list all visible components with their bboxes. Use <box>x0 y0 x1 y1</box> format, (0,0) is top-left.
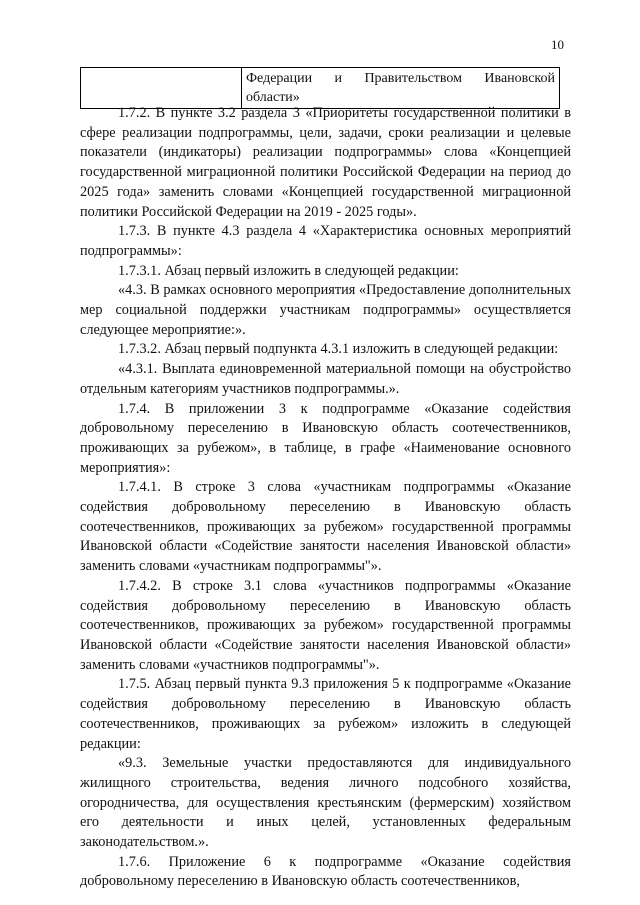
paragraph-1-7-2: 1.7.2. В пункте 3.2 раздела 3 «Приоритеты государственной политики в сфере реализации подпрограммы, цели, задачи, сроки реализации и целевые показатели (индикаторы) реализации подпрограммы» слова «Концепцией государственной миграционной политики Российской Федерации на период до 2025 года» заменить словами «Концепцией государственной миграционной политики Российской Федерации на 2019 - 2025 годы». <box>80 105 571 220</box>
continued-table <box>80 67 560 109</box>
paragraph-quote-4-3-1: «4.3.1. Выплата единовременной материальной помощи на обустройство отдельным категориям участников подпрограммы.». <box>80 361 571 397</box>
paragraph-1-7-3: 1.7.3. В пункте 4.3 раздела 4 «Характеристика основных мероприятий подпрограммы»: <box>80 223 571 259</box>
paragraph-1-7-6: 1.7.6. Приложение 6 к подпрограмме «Оказание содействия добровольному переселению в Ивановскую область соотечественников, <box>80 853 571 890</box>
paragraph-1-7-5: 1.7.5. Абзац первый пункта 9.3 приложения 5 к подпрограмме «Оказание содействия добровольному переселению в Ивановскую область соотечественников, проживающих за рубежом» изложить в следующей редакции: <box>80 676 571 752</box>
paragraph-1-7-4: 1.7.4. В приложении 3 к подпрограмме «Оказание содействия добровольному переселению в Ивановскую область соотечественников, проживающих за рубежом», в таблице, в графе «Наименование основного мероприятия»: <box>80 400 571 476</box>
paragraph-1-7-4-1: 1.7.4.1. В строке 3 слова «участникам подпрограммы «Оказание содействия добровольному переселению в Ивановскую область соотечественников, проживающих за рубежом» государственной программы Ивановской области «Содействие занятости населения Ивановской области» заменить словами «участникам подпрограммы"». <box>80 479 571 575</box>
paragraph-quote-4-3: «4.3. В рамках основного мероприятия «Предоставление дополнительных мер социальной поддержки участникам подпрограммы» осуществляется следующее мероприятие:». <box>80 282 571 338</box>
table-cell-right: Федерации и Правительством Ивановской области» <box>242 68 560 109</box>
document-body <box>80 104 571 892</box>
paragraph-quote-9-3: «9.3. Земельные участки предоставляются для индивидуального жилищного строительства, ведения личного подсобного хозяйства, огородничества, для осуществления крестьянским (фермерским) хозяйством его деятельности и иных целей, установленных федеральным законодательством.». <box>80 755 571 851</box>
paragraph-1-7-3-2: 1.7.3.2. Абзац первый подпункта 4.3.1 изложить в следующей редакции: <box>118 341 559 358</box>
paragraph-1-7-4-2: 1.7.4.2. В строке 3.1 слова «участников подпрограммы «Оказание содействия добровольному переселению в Ивановскую область соотечественников, проживающих за рубежом» государственной программы Ивановской области «Содействие занятости населения Ивановской области» заменить словами «участников подпрограммы"». <box>80 577 571 673</box>
page-number: 10 <box>551 37 564 52</box>
table-cell-left <box>81 68 242 109</box>
paragraph-1-7-3-1: 1.7.3.1. Абзац первый изложить в следующей редакции: <box>118 262 459 279</box>
table-row <box>81 68 560 109</box>
